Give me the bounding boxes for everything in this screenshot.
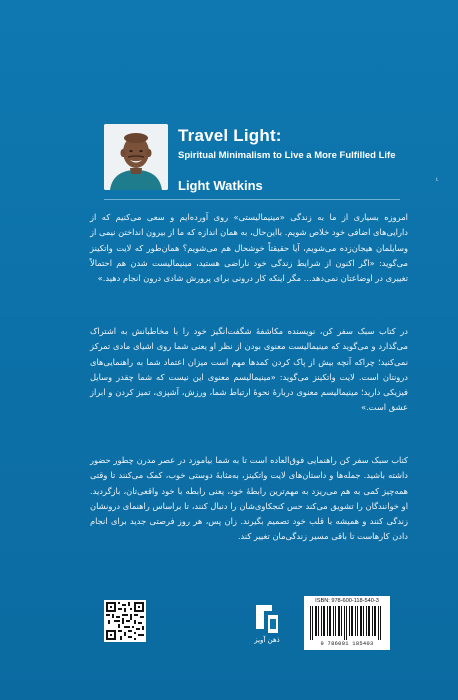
author-photo <box>104 124 168 190</box>
barcode-number: 9 786001 185403 <box>320 641 374 647</box>
book-subtitle: Spiritual Minimalism to Live a More Fulfilled Life <box>178 150 396 161</box>
isbn-label: ISBN: 978-600-118-540-3 <box>315 598 379 604</box>
qr-code-icon <box>104 600 146 642</box>
description-paragraph-3: کتاب سبک سفر کن راهنمایی فوق‌العاده است تا به شما بیاموزد در عصر مدرن چطور حضور داشته باشید. جمله‌ها و داستان‌های لایت واتکینز، به‌مثابهٔ دوستی خوب، کمک می‌کنند تا وقتی همه‌چیز کمی به هم می‌ریزد به مهم‌ترین رابطهٔ خود، یعنی رابطه با خود واقعی‌تان، بازگردید. او خوانندگان را تشویق می‌کند حس کنجکاوی‌شان را دنبال کنند، تا براساس راهنمای درونشان زندگی کنند و همیشه با قلب خود تصمیم بگیرند. زان پس، هر روز فرصتی جدید برای انجام دادن کارهاست تا باقی مسیر زندگی‌مان تغییر کند. <box>90 455 408 542</box>
book-title: Travel Light: <box>178 126 282 145</box>
barcode <box>304 596 390 650</box>
title-block <box>178 126 428 162</box>
divider <box>104 199 400 200</box>
description-paragraph-1: امروزه بسیاری از ما به زندگی «مینیمالیستی» روی آورده‌ایم و سعی می‌کنیم که از دارایی‌های اضافی خود خلاص شویم. بااین‌حال، به همان اندازه که ما از بیرون انداختن نیمی از وسایلمان هیجان‌زده می‌شویم، آیا حقیقتاً خوشحال هم می‌شویم؟ همان‌طور که لایت واتکینز می‌گوید: «اگر اکنون از شرایط زندگی خود ناراضی هستید، مینیمالیست شدن هم احتمالاً تغییری در اوضاعتان نمی‌دهد... مگر اینکه کار درونی برای پرورش شادی درون انجام دهید.» <box>90 212 408 284</box>
edge-mark: ι <box>436 176 439 183</box>
author-name: Light Watkins <box>178 178 263 193</box>
barcode-bars <box>310 606 384 640</box>
publisher-name: ذهن آویز <box>254 636 280 644</box>
description-paragraph-2: در کتاب سبک سفر کن، نویسنده مکاشفهٔ شگفت‌انگیز خود را با مخاطبانش به اشتراک می‌گذارد و می‌گوید که مینیمالیست معنوی بودن از نظر او یعنی شما روی اشیای مادی تمرکز نمی‌کنید؛ چراکه آنچه بیش از پاک کردن کمدها مهم است میزان اعتماد شما به راهنمایی‌های درونتان است. لایت واتکینز می‌گوید: «مینیمالیسم معنوی این نیست که شما چقدر وسایل فیزیکی دارید؛ مینیمالیسم معنوی دربارهٔ نحوهٔ ارتباط شما، ورزش، آشپزی، تمیز کردن و ابراز عشق است.» <box>90 326 408 413</box>
